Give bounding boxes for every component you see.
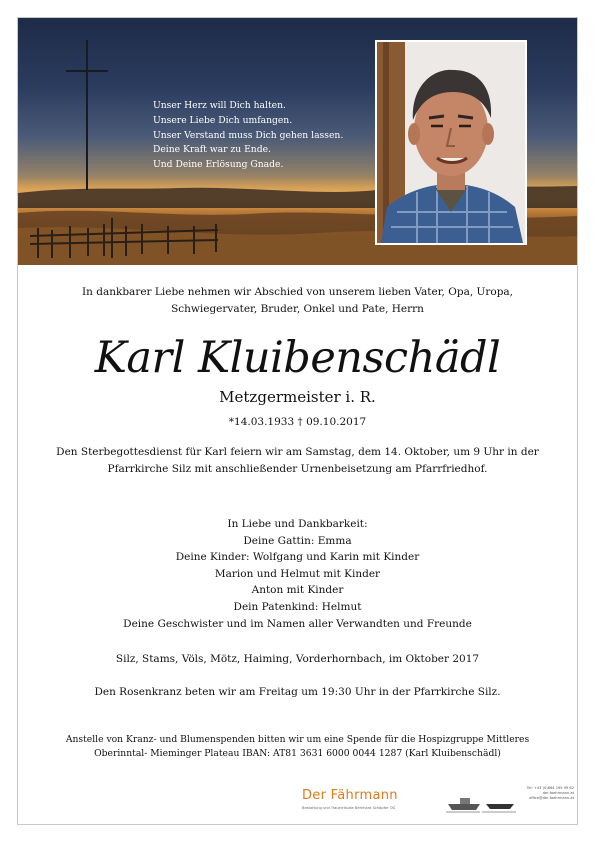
life-dates: *14.03.1933 † 09.10.2017 (228, 416, 367, 428)
contact-line: Tel: +43 (0)664 195 99 62 (526, 786, 574, 790)
family-line: Deine Gattin: Emma (243, 534, 352, 547)
donation-line: Oberinntal- Mieminger Plateau IBAN: AT81 3631 6000 0044 1287 (Karl Kluibenschädl) (94, 748, 501, 759)
family-list (18, 516, 577, 632)
intro-text (18, 284, 577, 317)
service-line: Den Sterbegottesdienst für Karl feiern wir am Samstag, dem 14. Oktober, um 9 Uhr in der (56, 446, 539, 458)
family-line: Deine Geschwister und im Namen aller Verwandten und Freunde (123, 617, 472, 630)
intro-line: In dankbarer Liebe nehmen wir Abschied von unserem lieben Vater, Opa, Uropa, (81, 286, 514, 298)
portrait-icon (377, 42, 525, 243)
funeral-home-logo (298, 784, 573, 820)
funeral-service-text (18, 444, 577, 477)
portrait-photo (375, 40, 527, 245)
brand-name: Der Fährmann (302, 788, 398, 803)
brand-subtitle: Bestattung und Trauerrituale Bernhard Schöpfer OG (302, 806, 396, 810)
family-line: Marion und Helmut mit Kinder (214, 567, 381, 580)
poem (153, 99, 373, 173)
poem-line: Unser Verstand muss Dich gehen lassen. (153, 129, 344, 141)
header-painting (18, 18, 577, 265)
obituary-card (17, 17, 578, 825)
occupation: Metzgermeister i. R. (219, 388, 376, 406)
boat-icon (446, 792, 516, 814)
service-line: Pfarrkirche Silz mit anschließender Urnenbeisetzung am Pfarrfriedhof. (107, 462, 488, 475)
deceased-name: Karl Kluibenschädl (94, 333, 501, 383)
intro-line: Schwiegervater, Bruder, Onkel und Pate, Herrn (171, 302, 424, 315)
family-line: Deine Kinder: Wolfgang und Karin mit Kinder (175, 551, 420, 564)
poem-line: Und Deine Erlösung Gnade. (153, 159, 284, 171)
cross-icon (66, 40, 108, 190)
donation-text (18, 733, 577, 761)
rosary-text: Den Rosenkranz beten wir am Freitag um 19:30 Uhr in der Pfarrkirche Silz. (94, 686, 501, 698)
poem-line: Unsere Liebe Dich umfangen. (153, 114, 293, 126)
contact-line: der-faehrmann.at office@der-faehrmann.at (529, 791, 574, 800)
contact-info (522, 786, 574, 801)
place-date: Silz, Stams, Völs, Mötz, Haiming, Vorderhornbach, im Oktober 2017 (115, 653, 480, 665)
family-line: In Liebe und Dankbarkeit: (227, 518, 368, 530)
poem-line: Unser Herz will Dich halten. (153, 100, 286, 111)
family-line: Dein Patenkind: Helmut (233, 600, 362, 613)
donation-line: Anstelle von Kranz- und Blumenspenden bitten wir um eine Spende für die Hospizgruppe Mittleres (65, 734, 530, 745)
poem-line: Deine Kraft war zu Ende. (153, 144, 271, 156)
family-line: Anton mit Kinder (251, 584, 344, 597)
